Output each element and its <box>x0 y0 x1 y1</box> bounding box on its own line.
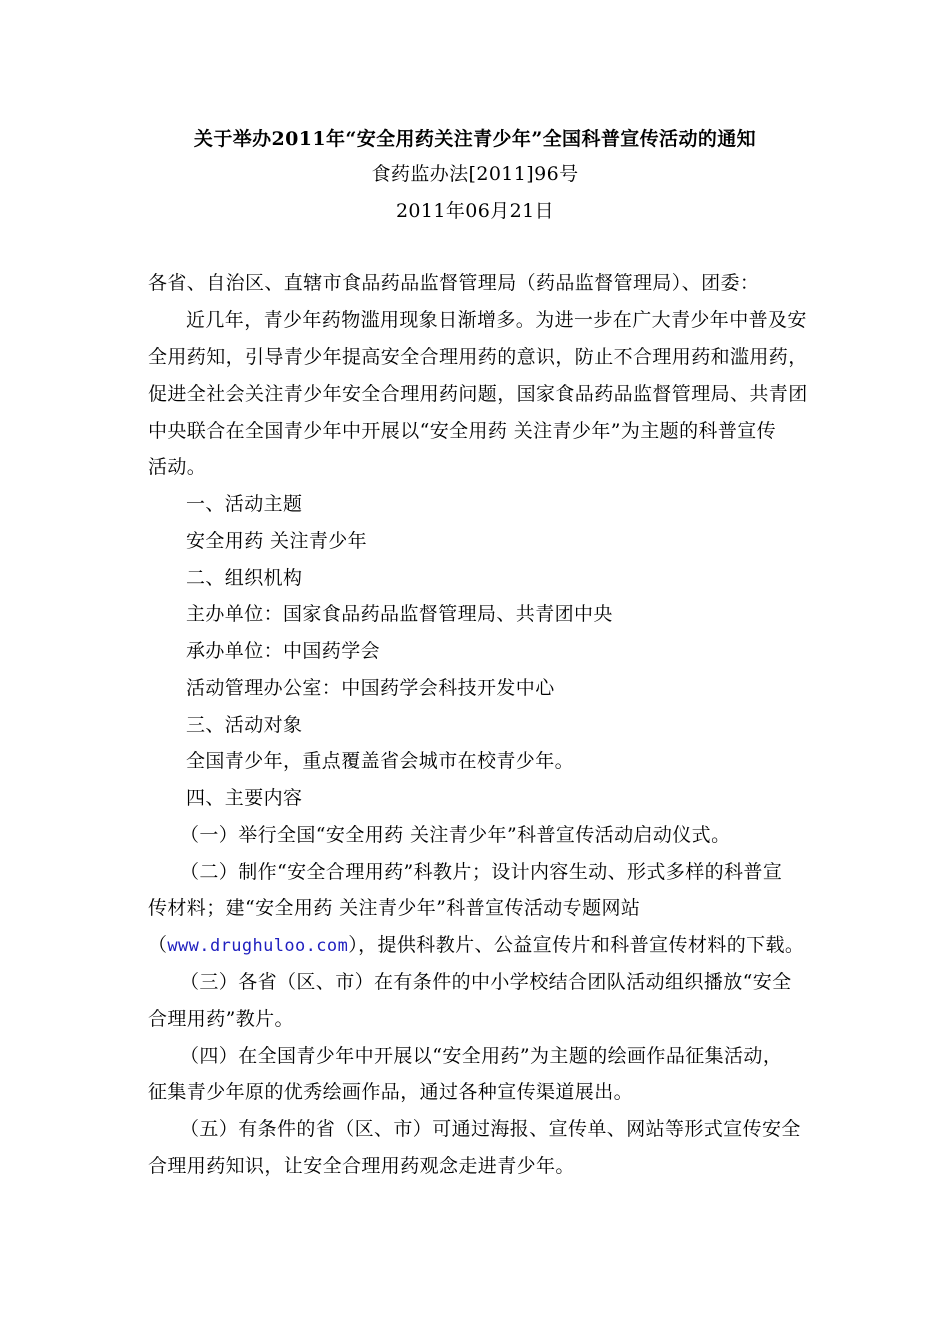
document-number: 食药监办法[2011]96号 <box>371 163 579 185</box>
content-item: （五）有条件的省（区、市）可通过海报、宣传单、网站等形式宣传安全 <box>180 1118 801 1140</box>
content-item: （三）各省（区、市）在有条件的中小学校结合团队活动组织播放“安全 <box>180 971 792 993</box>
organizer-line: 承办单位：中国药学会 <box>186 640 381 662</box>
section-heading: 三、活动对象 <box>186 714 303 736</box>
content-item: 征集青少年原的优秀绘画作品，通过各种宣传渠道展出。 <box>148 1081 634 1103</box>
organizer-line: 活动管理办公室：中国药学会科技开发中心 <box>186 677 555 699</box>
content-item: 合理用药知识，让安全合理用药观念走进青少年。 <box>148 1155 575 1177</box>
content-item: （一）举行全国“安全用药 关注青少年”科普宣传活动启动仪式。 <box>180 824 731 846</box>
organizer-line: 主办单位：国家食品药品监督管理局、共青团中央 <box>186 603 613 625</box>
content-item: 合理用药”教片。 <box>148 1008 294 1030</box>
content-item-rest: ），提供科教片、公益宣传片和科普宣传材料的下载。 <box>348 934 805 956</box>
section-heading: 二、组织机构 <box>186 567 303 589</box>
content-item: （二）制作“安全合理用药”科教片；设计内容生动、形式多样的科普宣 <box>180 861 783 883</box>
content-item <box>148 933 804 958</box>
content-item: （四）在全国青少年中开展以“安全用药”为主题的绘画作品征集活动， <box>180 1045 783 1067</box>
website-link[interactable]: www.drughuloo.com <box>167 936 349 956</box>
section-heading: 四、主要内容 <box>186 787 303 809</box>
addressee: 各省、自治区、直辖市食品药品监督管理局（药品监督管理局）、团委： <box>148 272 760 294</box>
intro-line: 近几年，青少年药物滥用现象日渐增多。为进一步在广大青少年中普及安 <box>186 309 807 331</box>
intro-line: 中央联合在全国青少年中开展以“安全用药 关注青少年”为主题的科普宣传 <box>148 420 777 442</box>
content-item: 传材料；建“安全用药 关注青少年”科普宣传活动专题网站 <box>148 897 641 919</box>
open-paren: （ <box>148 934 168 956</box>
section-text: 全国青少年，重点覆盖省会城市在校青少年。 <box>186 750 575 772</box>
intro-line: 全用药知，引导青少年提高安全合理用药的意识，防止不合理用药和滥用药， <box>148 346 808 368</box>
document-title: 关于举办2011年“安全用药关注青少年”全国科普宣传活动的通知 <box>193 128 757 150</box>
section-text: 安全用药 关注青少年 <box>186 530 368 552</box>
document-date: 2011年06月21日 <box>395 200 555 222</box>
section-heading: 一、活动主题 <box>186 493 303 515</box>
intro-line: 活动。 <box>148 456 207 478</box>
intro-line: 促进全社会关注青少年安全合理用药问题，国家食品药品监督管理局、共青团 <box>148 383 808 405</box>
